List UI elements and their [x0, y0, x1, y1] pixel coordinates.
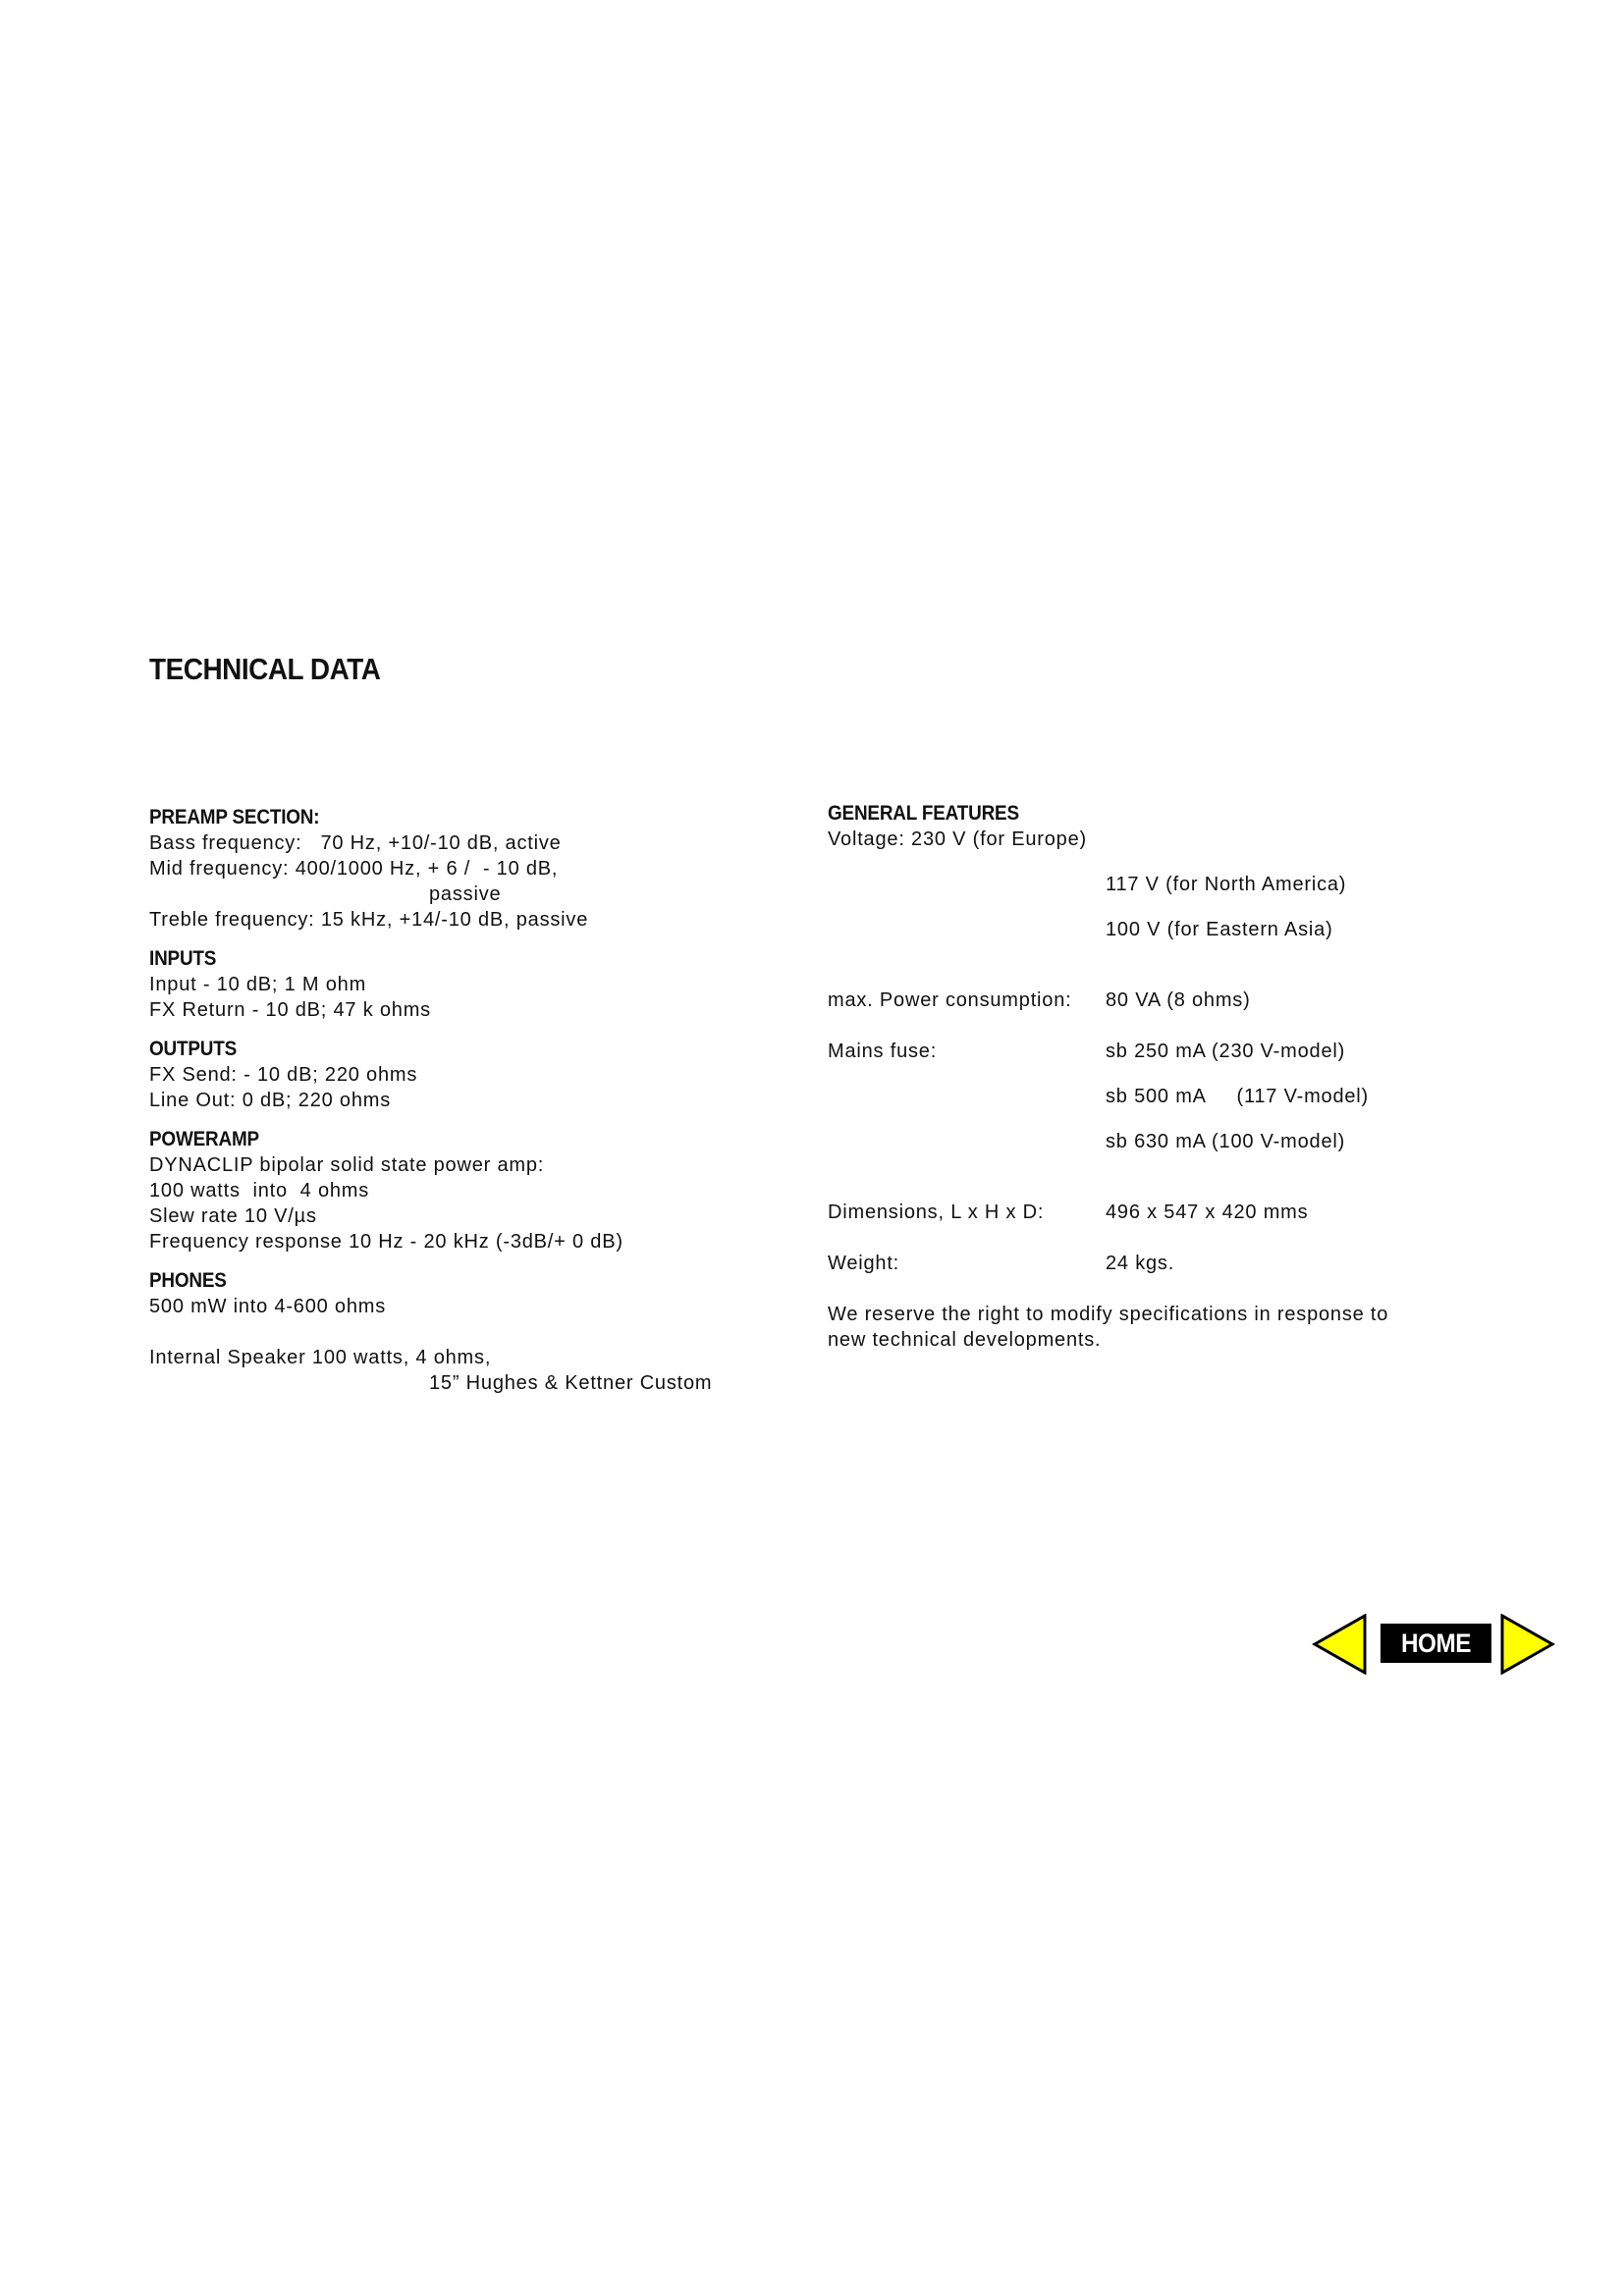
mid-frequency-passive: passive — [429, 883, 502, 905]
frequency-response: Frequency response 10 Hz - 20 kHz (-3dB/+ 0 dB) — [149, 1231, 623, 1253]
phones-section — [149, 1268, 778, 1319]
voltage-europe: Voltage: 230 V (for Europe) — [828, 828, 1087, 850]
fx-return-spec: FX Return - 10 dB; 47 k ohms — [149, 999, 431, 1021]
slew-rate: Slew rate 10 V/µs — [149, 1205, 317, 1227]
left-column — [149, 805, 778, 1396]
bass-frequency: Bass frequency: 70 Hz, +10/-10 dB, active — [149, 832, 562, 854]
dimensions-value: 496 x 547 x 420 mms — [1106, 1201, 1309, 1223]
home-button-label: HOME — [1400, 1629, 1472, 1658]
mains-fuse-117: sb 500 mA (117 V-model) — [1106, 1086, 1370, 1107]
speaker-section — [149, 1345, 778, 1396]
preamp-section — [149, 805, 778, 933]
right-arrow-icon — [1500, 1614, 1555, 1675]
speaker-spec: Internal Speaker 100 watts, 4 ohms, — [149, 1347, 492, 1368]
outputs-heading: OUTPUTS — [149, 1038, 238, 1060]
preamp-heading: PREAMP SECTION: — [149, 806, 320, 828]
mid-frequency: Mid frequency: 400/1000 Hz, + 6 / - 10 dB, — [149, 858, 559, 880]
poweramp-section — [149, 1127, 778, 1255]
power-consumption-value: 80 VA (8 ohms) — [1106, 989, 1251, 1011]
voltage-north-america: 117 V (for North America) — [1106, 874, 1347, 895]
phones-heading: PHONES — [149, 1269, 227, 1292]
page-navigation — [1312, 1610, 1557, 1679]
power-consumption-label: max. Power consumption: — [828, 989, 1072, 1011]
treble-frequency: Treble frequency: 15 kHz, +14/-10 dB, passive — [149, 909, 589, 931]
left-arrow-icon — [1312, 1614, 1367, 1675]
general-features-heading: GENERAL FEATURES — [828, 802, 1019, 825]
fx-send-spec: FX Send: - 10 dB; 220 ohms — [149, 1064, 418, 1086]
phones-spec: 500 mW into 4-600 ohms — [149, 1296, 387, 1317]
poweramp-type: DYNACLIP bipolar solid state power amp: — [149, 1154, 545, 1176]
speaker-model: 15” Hughes & Kettner Custom — [429, 1372, 713, 1394]
right-column — [828, 801, 1495, 1353]
previous-page-button[interactable] — [1312, 1614, 1367, 1675]
disclaimer-line-2: new technical developments. — [828, 1329, 1102, 1351]
dimensions-row — [828, 1200, 1495, 1225]
dimensions-label: Dimensions, L x H x D: — [828, 1201, 1045, 1223]
line-out-spec: Line Out: 0 dB; 220 ohms — [149, 1090, 392, 1111]
disclaimer-line-1: We reserve the right to modify specifications in response to — [828, 1304, 1389, 1325]
inputs-section — [149, 946, 778, 1023]
weight-value: 24 kgs. — [1106, 1253, 1175, 1274]
weight-label: Weight: — [828, 1253, 900, 1274]
home-button[interactable] — [1380, 1624, 1491, 1663]
mains-fuse-label: Mains fuse: — [828, 1041, 938, 1062]
mains-fuse-row — [828, 1039, 1495, 1064]
outputs-section — [149, 1037, 778, 1113]
voltage-eastern-asia: 100 V (for Eastern Asia) — [1106, 919, 1333, 940]
input-spec: Input - 10 dB; 1 M ohm — [149, 974, 367, 995]
mains-fuse-100: sb 630 mA (100 V-model) — [1106, 1131, 1346, 1152]
weight-row — [828, 1251, 1495, 1276]
next-page-button[interactable] — [1500, 1614, 1555, 1675]
power-consumption-row — [828, 988, 1495, 1013]
page-title: TECHNICAL DATA — [149, 652, 381, 686]
poweramp-watts: 100 watts into 4 ohms — [149, 1180, 370, 1201]
mains-fuse-230: sb 250 mA (230 V-model) — [1106, 1041, 1346, 1062]
inputs-heading: INPUTS — [149, 947, 217, 970]
poweramp-heading: POWERAMP — [149, 1128, 259, 1150]
